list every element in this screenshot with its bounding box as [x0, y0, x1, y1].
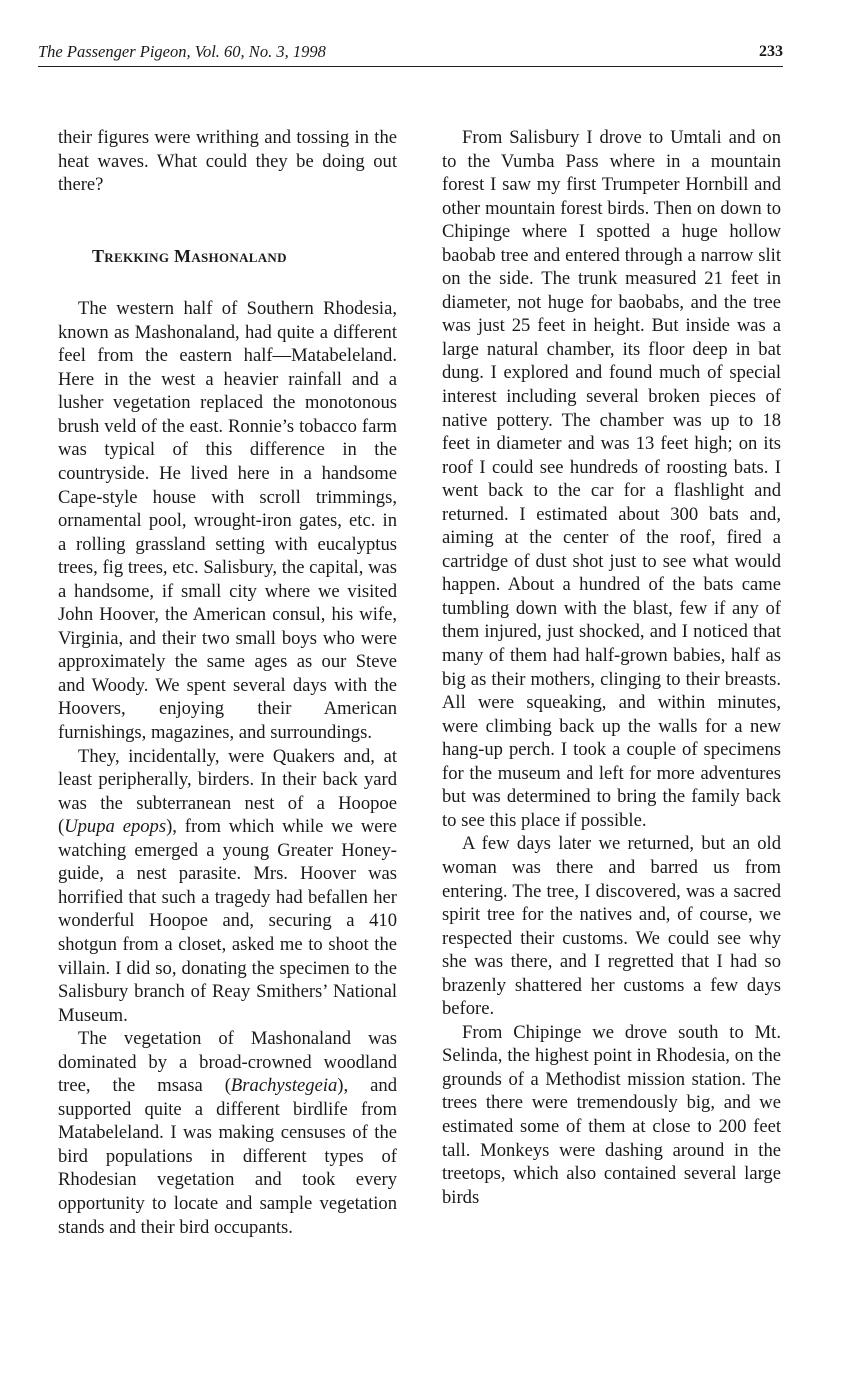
paragraph	[58, 1027, 397, 1239]
page-number: 233	[759, 43, 783, 60]
paragraph	[58, 745, 397, 1028]
text-run: ), and supported quite a different birdlife from Matabeleland. I was making censuses of the bird populations in different types of Rhodesian vegetation and took every opportunity to locate and sample vegetation stands and their bird occupants.	[58, 1075, 397, 1238]
text-run: They, incidentally, were Quakers and, at least peripherally, birders. In their back yard was the subterranean nest of a Hoopoe (	[58, 745, 397, 838]
text-run: ), from which while we were watching emerged a young Greater Honey-guide, a nest parasite. Mrs. Hoover was horrified that such a tragedy had befallen her wonderful Hoopoe and, securing a 410 shotgun from a closet, asked me to shoot the villain. I did so, donating the specimen to the Salisbury branch of Reay Smithers’ National Museum.	[58, 816, 397, 1026]
right-column	[442, 126, 781, 1209]
journal-citation: The Passenger Pigeon, Vol. 60, No. 3, 1998	[38, 42, 326, 61]
running-header	[38, 41, 783, 67]
continuation-paragraph: their figures were writhing and tossing in the heat waves. What could they be doing out there?	[58, 127, 397, 196]
genus-name: Brachystegeia	[230, 1075, 338, 1097]
paragraph: From Salisbury I drove to Umtali and on to the Vumba Pass where in a mountain forest I saw my first Trumpeter Hornbill and other mountain forest birds. Then on down to Chipinge where I spotted a huge hollow baobab tree and entered through a narrow slit on the side. The trunk measured 21 feet in diameter, not huge for baobabs, and the tree was just 25 feet in height. But inside was a large natural chamber, its floor deep in bat dung. I explored and found much of special interest including several broken pieces of native pottery. The chamber was up to 18 feet in diameter and was 13 feet high; on its roof I could see hundreds of roosting bats. I went back to the car for a flashlight and returned. I estimated about 300 bats and, aiming at the center of the roof, fired a cartridge of dust shot just to see what would happen. About a hundred of the bats came tumbling down with the blast, few if any of them injured, just shocked, and I noticed that many of them had half-grown babies, half as big as their mothers, clinging to their breasts. All were squeaking, and within minutes, were climbing back up the walls for a new hang-up perch. I took a couple of specimens for the museum and left for more adventures but was determined to bring the family back to see this place if possible.	[442, 127, 781, 831]
paragraph: A few days later we returned, but an old woman was there and barred us from entering. The tree, I discovered, was a sacred spirit tree for the natives and, of course, we respected their customs. We could see why she was there, and I regretted that I had so brazenly shattered her customs a few days before.	[442, 833, 781, 1020]
section-heading: Trekking Mashonaland	[92, 245, 287, 266]
paragraph: The western half of Southern Rhodesia, known as Mashonaland, had quite a different feel from the eastern half—Matabeleland. Here in the west a heavier rainfall and a lusher vegetation replaced the monotonous brush veld of the east. Ronnie’s tobacco farm was typical of this difference in the countryside. He lived here in a handsome Cape-style house with scroll trimmings, ornamental pool, wrought-iron gates, etc. in a rolling grassland setting with eucalyptus trees, fig trees, etc. Salisbury, the capital, was a handsome, if small city where we visited John Hoover, the American consul, his wife, Virginia, and their two small boys who were approximately the same ages as our Steve and Woody. We spent several days with the Hoovers, enjoying their American furnishings, magazines, and surroundings.	[58, 298, 397, 744]
text-run: The vegetation of Mashonaland was dominated by a broad-crowned woodland tree, the msasa (	[58, 1028, 397, 1097]
paragraph: From Chipinge we drove south to Mt. Selinda, the highest point in Rhodesia, on the grounds of a Methodist mission station. The trees there were tremendously big, and we estimated some of them at close to 200 feet tall. Monkeys were dashing around in the treetops, which also contained several large birds	[442, 1021, 781, 1208]
species-name: Upupa epops	[64, 816, 167, 838]
left-column	[58, 126, 397, 1239]
